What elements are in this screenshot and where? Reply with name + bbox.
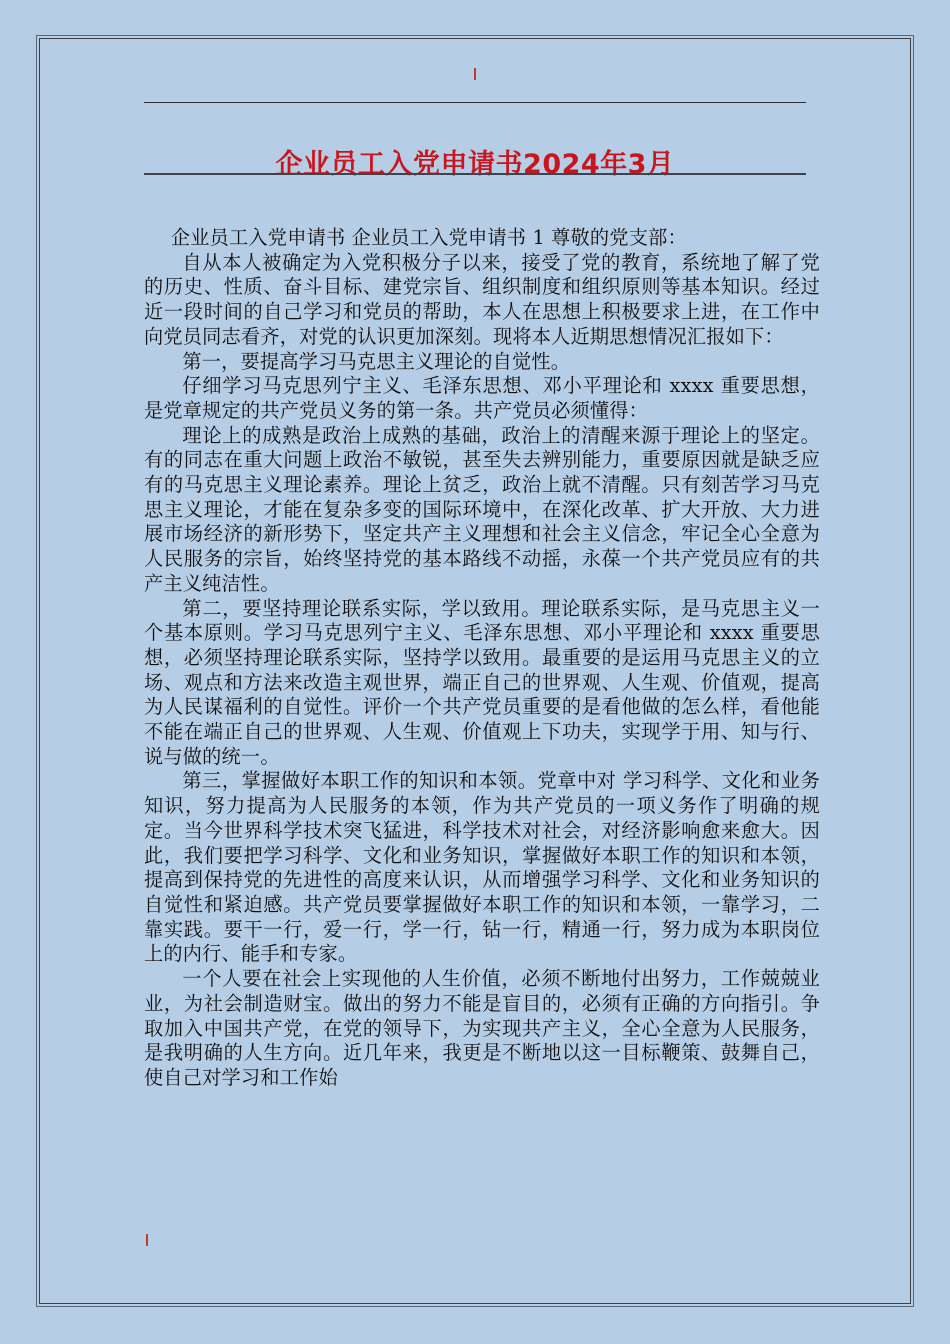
paragraph: 仔细学习马克思列宁主义、毛泽东思想、邓小平理论和 xxxx 重要思想，是党章规定的共产党员义务的第一条。共产党员必须懂得： (144, 374, 820, 422)
paragraph: 自从本人被确定为入党积极分子以来，接受了党的教育，系统地了解了党的历史、性质、奋斗目标、建党宗旨、组织制度和组织原则等基本知识。经过近一段时间的自己学习和党员的帮助，本人在思想上积极要求上进，在工作中向党员同志看齐，对党的认识更加深刻。现将本人近期思想情况汇报如下： (144, 250, 820, 348)
document-body (144, 226, 820, 1091)
paragraph: 一个人要在社会上实现他的人生价值，必须不断地付出努力，工作兢兢业业，为社会制造财宝。做出的努力不能是盲目的，必须有正确的方向指引。争取加入中国共产党，在党的领导下，为实现共产主义，全心全意为人民服务，是我明确的人生方向。近几年来，我更是不断地以这一目标鞭策、鼓舞自己，使自己对学习和工作始 (144, 967, 820, 1089)
paragraph: 第一，要提高学习马克思主义理论的自觉性。 (182, 349, 571, 373)
paragraph: 第三，掌握做好本职工作的知识和本领。党章中对 学习科学、文化和业务知识，努力提高为人民服务的本领，作为共产党员的一项义务作了明确的规定。当今世界科学技术突飞猛进，科学技术对社会，对经济影响愈来愈大。因此，我们要把学习科学、文化和业务知识，掌握做好本职工作的知识和本领，提高到保持党的先进性的高度来认识，从而增强学习科学、文化和业务知识的自觉性和紧迫感。共产党员要掌握做好本职工作的知识和本领，一靠学习，二靠实践。要干一行，爱一行，学一行，钻一行，精通一行，努力成为本职岗位上的内行、能手和专家。 (144, 769, 820, 966)
footer-mark (146, 1234, 148, 1246)
header-mark (474, 68, 476, 80)
paragraph: 第二，要坚持理论联系实际，学以致用。理论联系实际，是马克思主义一个基本原则。学习马克思列宁主义、毛泽东思想、邓小平理论和 xxxx 重要思想，必须坚持理论联系实际，坚持学以致用。最重要的是运用马克思主义的立场、观点和方法来改造主观世界，端正自己的世界观、人生观、价值观，提高为人民谋福利的自觉性。评价一个共产党员重要的是看他做的怎么样，看他能不能在端正自己的世界观、人生观、价值观上下功夫，实现学于用、知与行、说与做的统一。 (144, 596, 820, 768)
paragraph: 理论上的成熟是政治上成熟的基础，政治上的清醒来源于理论上的坚定。有的同志在重大问题上政治不敏锐，甚至失去辨别能力，重要原因就是缺乏应有的马克思主义理论素养。理论上贫乏，政治上就不清醒。只有刻苦学习马克思主义理论，才能在复杂多变的国际环境中，在深化改革、扩大开放、大力进展市场经济的新形势下，坚定共产主义理想和社会主义信念，牢记全心全意为人民服务的宗旨，始终坚持党的基本路线不动摇，永葆一个共产党员应有的共产主义纯洁性。 (144, 423, 820, 595)
title-rule (144, 173, 806, 175)
header-rule (144, 102, 806, 103)
salutation: 企业员工入党申请书 企业员工入党申请书 1 尊敬的党支部： (170, 226, 687, 249)
document-title: 企业员工入党申请书2024年3月 (275, 149, 675, 181)
